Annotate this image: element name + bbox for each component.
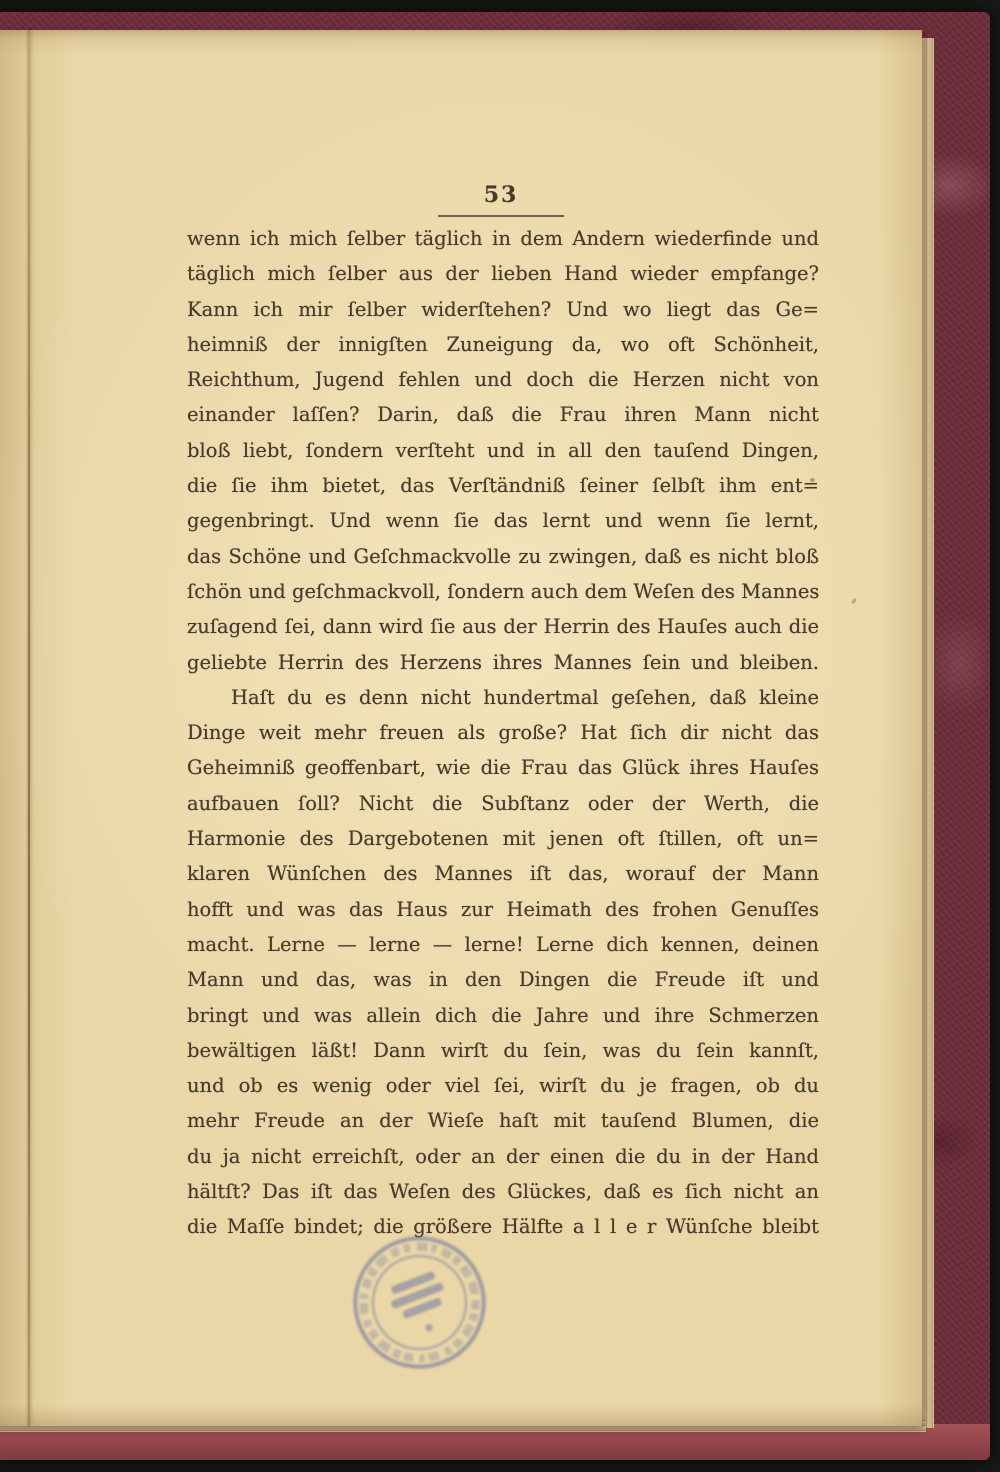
text-line: Harmonie des Dargebotenen mit jenen oft ſtillen, oft un= [187, 827, 819, 851]
body-text [187, 221, 819, 1245]
text-line: ſchön und geſchmackvoll, ſondern auch dem Weſen des Mannes [187, 579, 819, 603]
page-header [187, 182, 815, 217]
text-line: heimniß der innigſten Zuneigung da, wo oft Schönheit, [187, 332, 819, 356]
text-line: bringt und was allein dich die Jahre und ihre Schmerzen [187, 1003, 819, 1027]
text-line: zuſagend ſei, dann wird ſie aus der Herrin des Hauſes auch die [187, 615, 819, 639]
text-line: Kann ich mir ſelber widerſtehen? Und wo liegt das Ge= [187, 297, 819, 321]
text-line: täglich mich ſelber aus der lieben Hand wieder empfange? [187, 262, 819, 286]
text-line: die Maſſe bindet; die größere Hälfte a l l e r Wünſche bleibt [187, 1215, 819, 1239]
text-line: einander laſſen? Darin, daß die Frau ihren Mann nicht [187, 403, 819, 427]
text-line: du ja nicht erreichſt, oder an der einen die du in der Hand [187, 1144, 819, 1168]
text-line-paragraph-start: Haſt du es denn nicht hundertmal geſehen, daß kleine [231, 685, 819, 709]
gutter-crease [28, 30, 30, 1426]
text-line: mehr Freude an der Wieſe haſt mit tauſend Blumen, die [187, 1109, 819, 1133]
text-line: und ob es wenig oder viel ſei, wirſt du je fragen, ob du [187, 1074, 819, 1098]
page-number: 53 [483, 182, 519, 208]
text-line: hofft und was das Haus zur Heimath des frohen Genuſſes [187, 897, 819, 921]
text-line: Dinge weit mehr freuen als große? Hat ſich dir nicht das [187, 721, 819, 745]
text-line: Geheimniß geoffenbart, wie die Frau das Glück ihres Hauſes [187, 756, 819, 780]
text-line: wenn ich mich ſelber täglich in dem Andern wiederfinde und [187, 227, 819, 250]
text-line: das Schöne und Geſchmackvolle zu zwingen, daß es nicht bloß [187, 544, 819, 568]
paper-speck [851, 597, 857, 604]
text-line: gegenbringt. Und wenn ſie das lernt und wenn ſie lernt, [187, 509, 819, 533]
page-number-rule [438, 215, 564, 217]
text-line: geliebte Herrin des Herzens ihres Mannes ſein und bleiben. [187, 650, 819, 674]
text-line: macht. Lerne — lerne — lerne! Lerne dich kennen, deinen [187, 932, 819, 956]
text-line: bewältigen läßt! Dann wirſt du ſein, was du ſein kannſt, [187, 1038, 819, 1062]
text-line: Mann und das, was in den Dingen die Freude iſt und [187, 968, 819, 992]
text-line: die ſie ihm bietet, das Verſtändniß ſeiner ſelbſt ihm ent= [187, 474, 819, 498]
text-line: aufbauen ſoll? Nicht die Subſtanz oder der Werth, die [187, 791, 819, 815]
text-line: Reichthum, Jugend fehlen und doch die Herzen nicht von [187, 368, 819, 392]
text-line: klaren Wünſchen des Mannes iſt das, worauf der Mann [187, 862, 819, 886]
text-line: bloß liebt, ſondern verſteht und in all den tauſend Dingen, [187, 438, 819, 462]
text-line: hältſt? Das iſt das Weſen des Glückes, daß es ſich nicht an [187, 1180, 819, 1204]
